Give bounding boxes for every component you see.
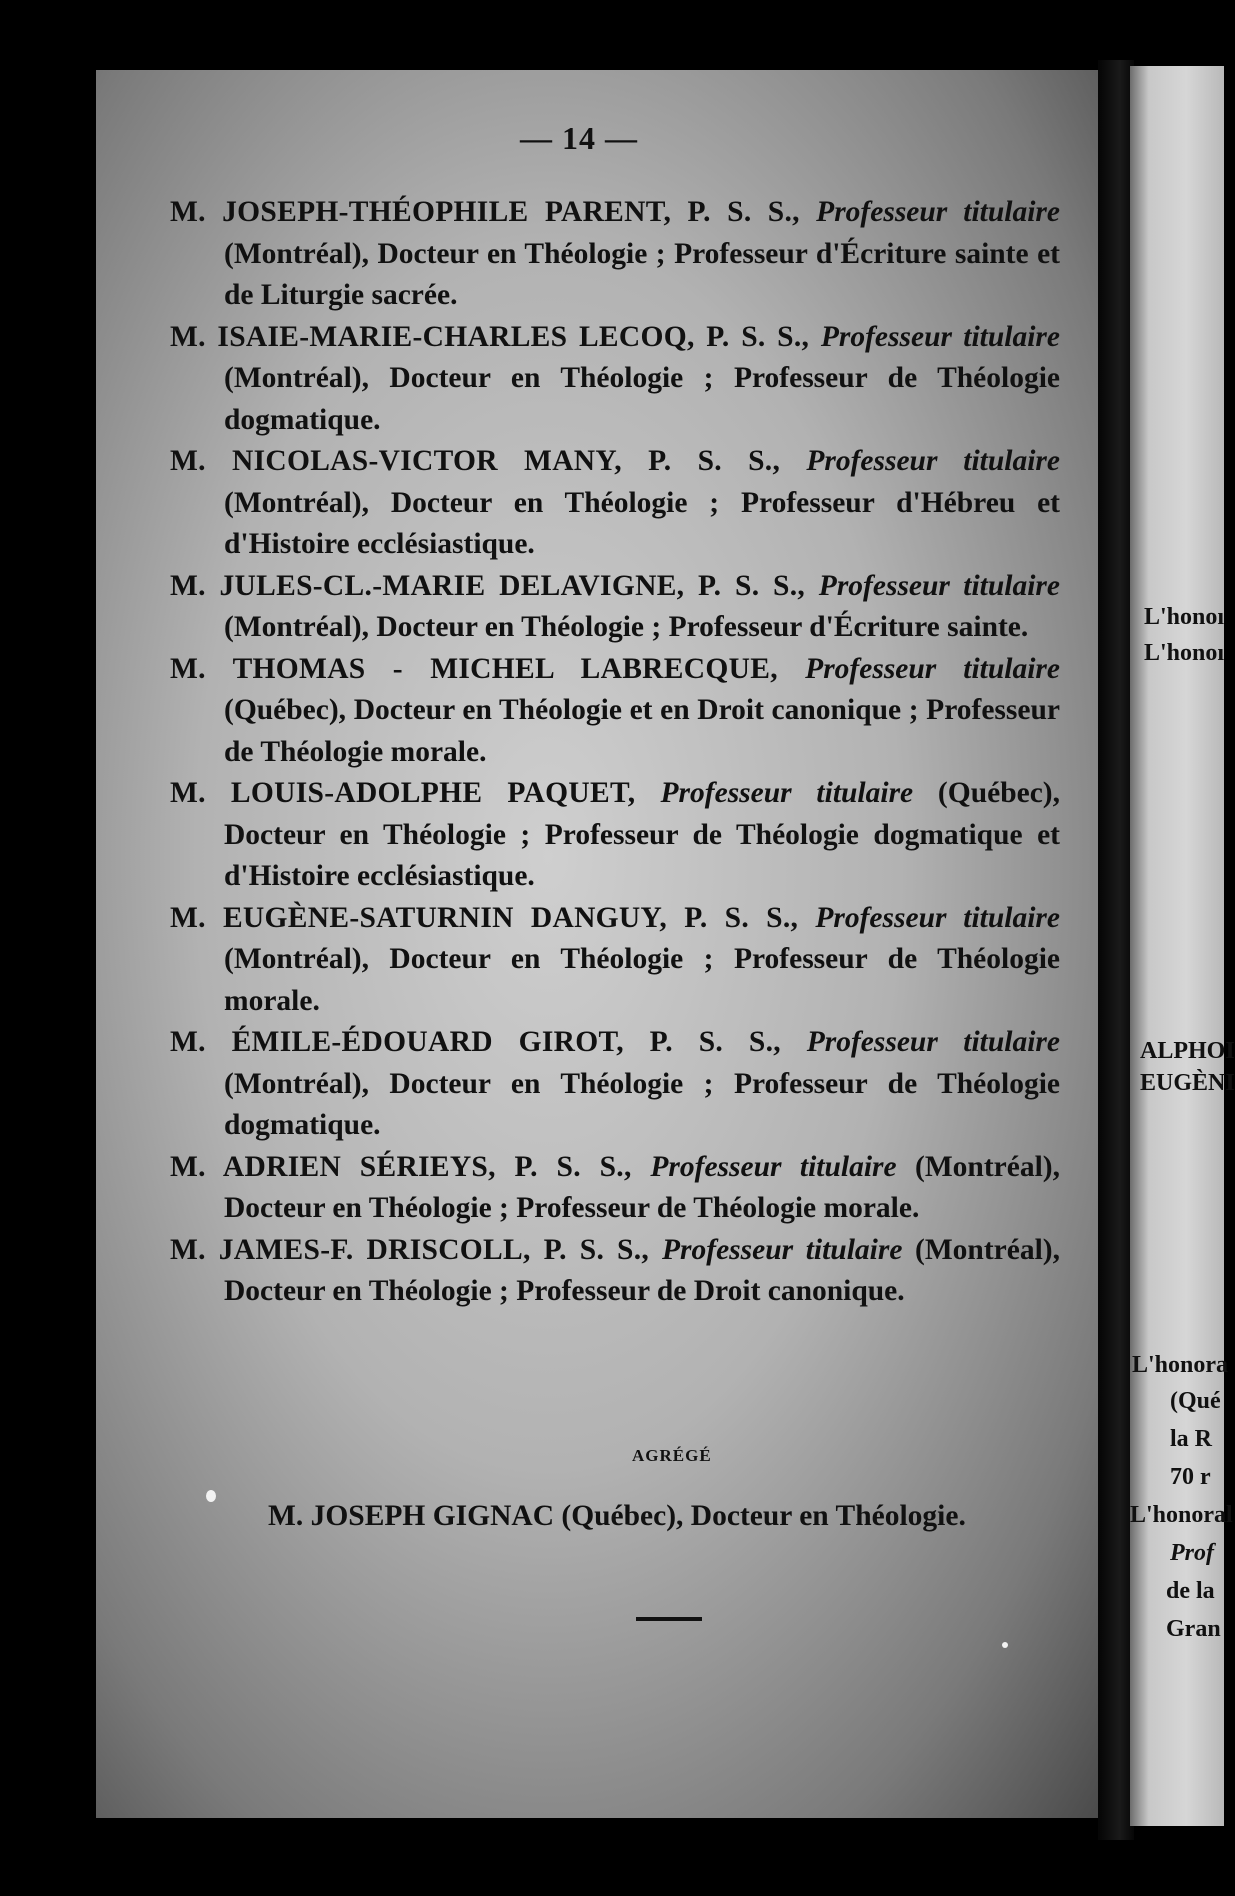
entry-name: M. ISAIE-MARIE-CHARLES LECOQ, P. S. S., xyxy=(170,320,821,353)
entry-name: M. JOSEPH-THÉOPHILE PARENT, P. S. S., xyxy=(170,196,817,228)
entry-details: (Montréal), Docteur en Théologie ; Professeur de Théologie morale. xyxy=(224,1150,1060,1224)
entry-name: M. ADRIEN SÉRIEYS, P. S. S., xyxy=(170,1150,651,1183)
faculty-entry xyxy=(170,317,1060,442)
entry-details: (Québec), Docteur en Théologie et en Droit canonique ; Professeur de Théologie morale. xyxy=(224,694,1060,768)
agrege-details: (Québec), Docteur en Théologie. xyxy=(554,1500,966,1532)
right-fragment: la R xyxy=(1170,1426,1212,1452)
entry-title: Professeur titulaire xyxy=(816,196,1060,228)
right-fragment: L'honora xyxy=(1132,1352,1229,1378)
faculty-entry xyxy=(170,898,1060,1023)
entry-title: Professeur titulaire xyxy=(806,445,1060,477)
entry-name: M. ÉMILE-ÉDOUARD GIROT, P. S. S., xyxy=(170,1026,807,1058)
entry-title: Professeur titulaire xyxy=(818,569,1060,602)
entry-details: (Québec), Docteur en Théologie ; Professeur de Théologie dogmatique et d'Histoire ecclésiastique. xyxy=(224,777,1060,892)
faculty-list xyxy=(170,192,1060,1313)
entry-name: M. JULES-CL.-MARIE DELAVIGNE, P. S. S., xyxy=(170,569,819,602)
agrege-heading: AGRÉGÉ xyxy=(632,1446,712,1465)
paper-speck xyxy=(1002,1642,1008,1648)
faculty-entry xyxy=(170,441,1060,566)
entry-title: Professeur titulaire xyxy=(650,1150,897,1183)
entry-details: (Montréal), Docteur en Théologie ; Professeur de Théologie morale. xyxy=(224,943,1060,1017)
right-fragment: L'honoı xyxy=(1144,640,1225,666)
faculty-entry xyxy=(170,192,1060,317)
right-fragment: Gran xyxy=(1166,1616,1221,1642)
faculty-entry xyxy=(170,773,1060,898)
entry-title: Professeur titulaire xyxy=(820,320,1060,353)
faculty-entry xyxy=(170,1147,1060,1230)
faculty-entry xyxy=(170,1230,1060,1313)
entry-details: (Montréal), Docteur en Théologie ; Professeur de Théologie dogmatique. xyxy=(224,362,1060,436)
entry-details: (Montréal), Docteur en Théologie ; Professeur d'Écriture sainte. xyxy=(224,611,1029,643)
entry-title: Professeur titulaire xyxy=(662,1233,903,1266)
entry-details: (Montréal), Docteur en Théologie ; Professeur de Théologie dogmatique. xyxy=(224,1067,1060,1141)
paper-speck xyxy=(206,1490,216,1502)
right-fragment: ALPHOI xyxy=(1140,1038,1235,1064)
entry-name: M. EUGÈNE-SATURNIN DANGUY, P. S. S., xyxy=(170,901,816,934)
right-fragment: de la xyxy=(1166,1578,1215,1604)
faculty-entry xyxy=(170,566,1060,649)
book-gutter xyxy=(1098,60,1134,1840)
entry-name: M. JAMES-F. DRISCOLL, P. S. S., xyxy=(170,1233,662,1266)
entry-title: Professeur titulaire xyxy=(660,777,914,809)
entry-title: Professeur titulaire xyxy=(815,901,1060,934)
right-fragment: EUGÈNI xyxy=(1140,1070,1235,1096)
entry-title: Professeur titulaire xyxy=(805,652,1060,685)
agrege-entry xyxy=(268,1500,1068,1533)
entry-name: M. NICOLAS-VICTOR MANY, P. S. S., xyxy=(170,445,807,477)
agrege-name: M. JOSEPH GIGNAC xyxy=(268,1500,554,1532)
page-number: — 14 — xyxy=(520,120,638,156)
entry-name: M. THOMAS - MICHEL LABRECQUE, xyxy=(170,652,806,685)
closing-rule xyxy=(636,1617,702,1621)
faculty-entry xyxy=(170,1022,1060,1147)
right-fragment: (Qué xyxy=(1170,1388,1221,1414)
right-fragment: Prof xyxy=(1170,1540,1214,1566)
right-page-edge xyxy=(1130,66,1235,1826)
entry-details: (Montréal), Docteur en Théologie ; Professeur d'Écriture sainte et de Liturgie sacrée. xyxy=(224,237,1060,311)
entry-name: M. LOUIS-ADOLPHE PAQUET, xyxy=(170,777,661,809)
faculty-entry xyxy=(170,649,1060,774)
right-fragment: L'honoral xyxy=(1130,1502,1233,1528)
right-fragment: L'honoı xyxy=(1144,604,1225,630)
entry-details: (Montréal), Docteur en Théologie ; Professeur d'Hébreu et d'Histoire ecclésiastique. xyxy=(224,486,1060,560)
right-fragment: 70 r xyxy=(1170,1464,1211,1490)
entry-title: Professeur titulaire xyxy=(806,1026,1060,1058)
entry-details: (Montréal), Docteur en Théologie ; Professeur de Droit canonique. xyxy=(224,1233,1060,1307)
